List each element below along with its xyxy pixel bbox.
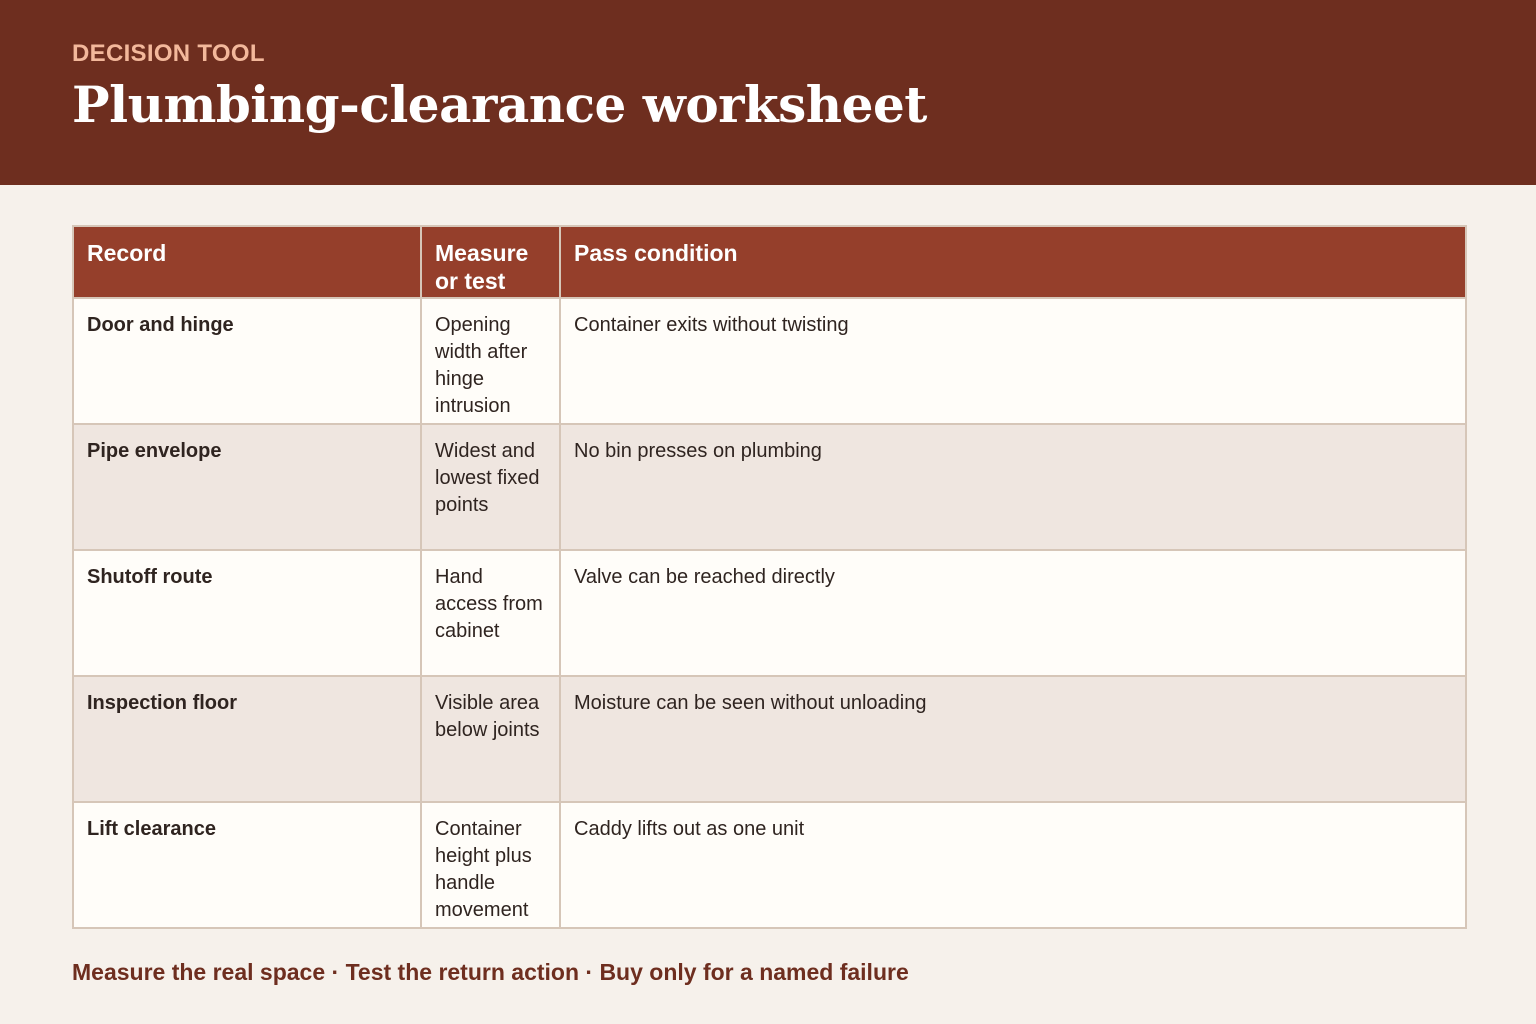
table-row	[73, 298, 1466, 424]
pass-cell: No bin presses on plumbing	[560, 424, 1466, 550]
record-cell: Pipe envelope	[73, 424, 421, 550]
page-title: Plumbing-clearance worksheet	[72, 75, 927, 134]
pass-cell: Caddy lifts out as one unit	[560, 802, 1466, 928]
footer-guidance: Measure the real space · Test the return action · Buy only for a named failure	[72, 959, 909, 985]
table-row	[73, 802, 1466, 928]
measure-cell: Widest and lowest fixed points	[421, 424, 560, 550]
measure-cell: Container height plus handle movement	[421, 802, 560, 928]
pass-cell: Valve can be reached directly	[560, 550, 1466, 676]
record-cell: Door and hinge	[73, 298, 421, 424]
worksheet-table-container	[72, 225, 1465, 929]
record-cell: Lift clearance	[73, 802, 421, 928]
page-header	[0, 0, 1536, 185]
pass-cell: Moisture can be seen without unloading	[560, 676, 1466, 802]
column-header-measure: Measure or test	[421, 226, 560, 298]
measure-cell: Opening width after hinge intrusion	[421, 298, 560, 424]
table-row	[73, 550, 1466, 676]
record-cell: Inspection floor	[73, 676, 421, 802]
table-row	[73, 676, 1466, 802]
column-header-record: Record	[73, 226, 421, 298]
measure-cell: Visible area below joints	[421, 676, 560, 802]
column-header-pass: Pass condition	[560, 226, 1466, 298]
worksheet-table	[72, 225, 1467, 929]
record-cell: Shutoff route	[73, 550, 421, 676]
pass-cell: Container exits without twisting	[560, 298, 1466, 424]
header-kicker: DECISION TOOL	[72, 40, 265, 67]
table-row	[73, 424, 1466, 550]
table-header-row	[73, 226, 1466, 298]
measure-cell: Hand access from cabinet	[421, 550, 560, 676]
